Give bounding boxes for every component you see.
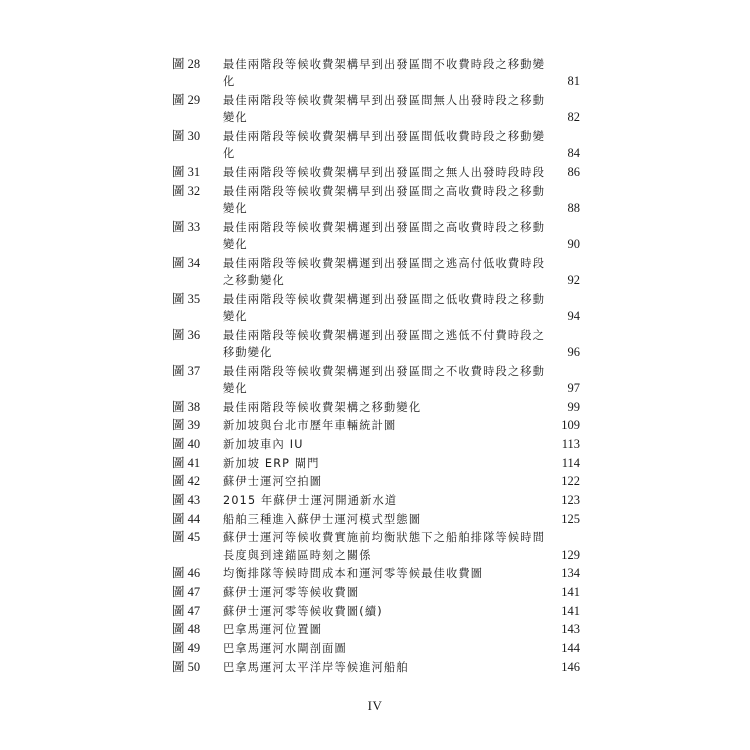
page-ref: 113	[561, 436, 580, 451]
page-ref: 92	[567, 272, 580, 287]
figure-label: 圖 48	[172, 622, 201, 637]
page-ref: 141	[561, 585, 580, 600]
entry-line	[172, 380, 592, 397]
entry-line	[172, 565, 592, 582]
figure-list-entry	[172, 56, 592, 91]
figure-title: 變化	[223, 111, 248, 125]
figure-title: 蘇伊士運河等候收費實施前均衡狀態下之船舶排隊等候時間	[223, 531, 546, 545]
figure-list	[172, 56, 592, 677]
page-ref: 146	[561, 659, 580, 674]
figure-list-entry	[172, 584, 592, 601]
entry-line	[172, 659, 592, 676]
figure-label: 圖 50	[172, 659, 201, 674]
entry-line	[172, 145, 592, 162]
figure-title: 巴拿馬運河位置圖	[223, 623, 323, 637]
figure-list-entry	[172, 492, 592, 509]
page-ref: 90	[567, 236, 580, 251]
figure-list-entry	[172, 291, 592, 326]
entry-line	[172, 92, 592, 109]
figure-list-entry	[172, 183, 592, 218]
page-ref: 123	[561, 492, 580, 507]
page-ref: 94	[567, 308, 580, 323]
entry-line	[172, 255, 592, 272]
figure-label: 圖 46	[172, 566, 201, 581]
figure-title: 最佳兩階段等候收費架構遲到出發區間之逃低不付費時段之	[223, 328, 546, 342]
entry-line	[172, 455, 592, 472]
figure-title: 化	[223, 75, 236, 89]
entry-line	[172, 272, 592, 289]
page-ref: 82	[567, 110, 580, 125]
figure-label: 圖 35	[172, 291, 201, 306]
figure-label: 圖 31	[172, 164, 201, 179]
figure-list-entry	[172, 473, 592, 490]
figure-title: 最佳兩階段等候收費架構早到出發區間無人出發時段之移動	[223, 93, 546, 107]
figure-label: 圖 49	[172, 641, 201, 656]
page-ref: 134	[561, 566, 580, 581]
figure-label: 圖 39	[172, 418, 201, 433]
page-ref: 99	[567, 399, 580, 414]
entry-line	[172, 183, 592, 200]
page-number: IV	[367, 698, 383, 713]
page-ref: 122	[561, 474, 580, 489]
entry-line	[172, 363, 592, 380]
figure-title: 巴拿馬運河太平洋岸等候進河船舶	[223, 660, 409, 674]
figure-list-entry	[172, 659, 592, 676]
page-ref: 86	[567, 164, 580, 179]
figure-label: 圖 47	[172, 603, 201, 618]
figure-label: 圖 36	[172, 327, 201, 342]
entry-line	[172, 291, 592, 308]
figure-title: 最佳兩階段等候收費架構遲到出發區間之高收費時段之移動	[223, 220, 546, 234]
entry-line	[172, 56, 592, 73]
figure-list-entry	[172, 164, 592, 181]
figure-title: 蘇伊士運河零等候收費圖(續)	[223, 604, 383, 618]
figure-label: 圖 47	[172, 585, 201, 600]
figure-title: 化	[223, 147, 236, 161]
figure-label: 圖 32	[172, 183, 201, 198]
figure-list-entry	[172, 640, 592, 657]
figure-list-entry	[172, 128, 592, 163]
figure-title: 最佳兩階段等候收費架構早到出發區間之無人出發時段時段	[223, 165, 546, 179]
entry-line	[172, 73, 592, 90]
figure-list-entry	[172, 529, 592, 564]
figure-label: 圖 29	[172, 92, 201, 107]
entry-line	[172, 621, 592, 638]
figure-label: 圖 40	[172, 436, 201, 451]
page-ref: 143	[561, 622, 580, 637]
figure-list-entry	[172, 603, 592, 620]
figure-title: 均衡排隊等候時間成本和運河零等候最佳收費圖	[223, 567, 484, 581]
entry-line	[172, 399, 592, 416]
entry-line	[172, 511, 592, 528]
figure-list-entry	[172, 436, 592, 453]
figure-title: 最佳兩階段等候收費架構早到出發區間之高收費時段之移動	[223, 184, 546, 198]
figure-title: 變化	[223, 309, 248, 323]
entry-line	[172, 417, 592, 434]
page-ref: 84	[567, 146, 580, 161]
figure-label: 圖 38	[172, 399, 201, 414]
figure-list-entry	[172, 565, 592, 582]
page-ref: 81	[567, 74, 580, 89]
entry-line	[172, 128, 592, 145]
entry-line	[172, 436, 592, 453]
figure-title: 之移動變化	[223, 273, 285, 287]
figure-label: 圖 42	[172, 474, 201, 489]
figure-list-entry	[172, 455, 592, 472]
figure-label: 圖 34	[172, 255, 201, 270]
figure-title: 蘇伊士運河空拍圖	[223, 475, 323, 489]
figure-title: 最佳兩階段等候收費架構早到出發區間不收費時段之移動變	[223, 58, 546, 71]
figure-label: 圖 28	[172, 57, 201, 71]
entry-line	[172, 603, 592, 620]
figure-list-entry	[172, 219, 592, 254]
figure-title: 變化	[223, 237, 248, 251]
figure-list-entry	[172, 621, 592, 638]
figure-title: 最佳兩階段等候收費架構早到出發區間低收費時段之移動變	[223, 129, 546, 143]
figure-title: 最佳兩階段等候收費架構遲到出發區間之低收費時段之移動	[223, 292, 546, 306]
entry-line	[172, 547, 592, 564]
figure-list-entry	[172, 399, 592, 416]
entry-line	[172, 344, 592, 361]
figure-title: 新加坡車內 IU	[223, 437, 304, 451]
page-ref: 88	[567, 200, 580, 215]
figure-label: 圖 33	[172, 219, 201, 234]
figure-list-entry	[172, 255, 592, 290]
figure-list-entry	[172, 511, 592, 528]
figure-title: 移動變化	[223, 345, 273, 359]
entry-line	[172, 492, 592, 509]
figure-title: 變化	[223, 201, 248, 215]
figure-label: 圖 43	[172, 492, 201, 507]
figure-list-entry	[172, 363, 592, 398]
entry-line	[172, 640, 592, 657]
entry-line	[172, 308, 592, 325]
entry-line	[172, 200, 592, 217]
figure-title: 巴拿馬運河水閘剖面圖	[223, 642, 347, 656]
page-ref: 97	[567, 380, 580, 395]
page-ref: 114	[561, 455, 580, 470]
figure-label: 圖 30	[172, 128, 201, 143]
figure-title: 船舶三種進入蘇伊士運河模式型態圖	[223, 512, 422, 526]
page-ref: 96	[567, 344, 580, 359]
figure-title: 變化	[223, 381, 248, 395]
figure-title: 新加坡 ERP 閘門	[223, 456, 320, 470]
figure-label: 圖 41	[172, 455, 201, 470]
entry-line	[172, 327, 592, 344]
figure-label: 圖 37	[172, 363, 201, 378]
figure-list-entry	[172, 417, 592, 434]
figure-title: 最佳兩階段等候收費架構遲到出發區間之逃高付低收費時段	[223, 256, 546, 270]
entry-line	[172, 236, 592, 253]
entry-line	[172, 529, 592, 546]
page-ref: 129	[561, 547, 580, 562]
figure-label: 圖 45	[172, 530, 201, 545]
entry-line	[172, 584, 592, 601]
entry-line	[172, 219, 592, 236]
figure-title: 最佳兩階段等候收費架構之移動變化	[223, 400, 422, 414]
figure-title: 蘇伊士運河零等候收費圖	[223, 586, 360, 600]
figure-label: 圖 44	[172, 511, 201, 526]
page-ref: 109	[561, 418, 580, 433]
page-ref: 141	[561, 603, 580, 618]
figure-title: 長度與到達錨區時刻之關係	[223, 548, 372, 562]
figure-list-entry	[172, 92, 592, 127]
entry-line	[172, 473, 592, 490]
entry-line	[172, 109, 592, 126]
figure-list-entry	[172, 327, 592, 362]
figure-title: 最佳兩階段等候收費架構遲到出發區間之不收費時段之移動	[223, 364, 546, 378]
entry-line	[172, 164, 592, 181]
figure-title: 新加坡與台北市歷年車輛統計圖	[223, 419, 397, 433]
page-ref: 144	[561, 641, 580, 656]
page-ref: 125	[561, 511, 580, 526]
figure-title: 2015 年蘇伊士運河開通新水道	[223, 493, 398, 507]
